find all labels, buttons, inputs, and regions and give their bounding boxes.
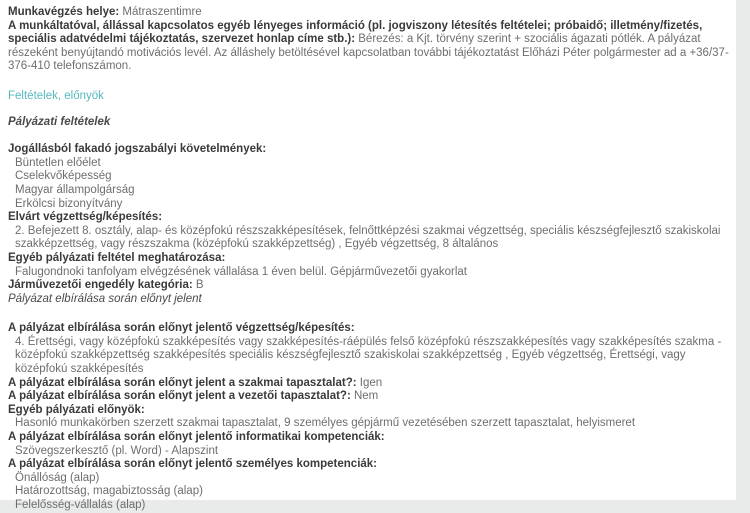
other-info-row (8, 20, 730, 74)
other-condition-value: Falugondnoki tanfolyam elvégzésének vállalása 1 éven belül. Gépjárművezetői gyakorlat (15, 265, 467, 278)
advantage-management-experience-value: Nem (353, 390, 379, 403)
other-info-label: A munkáltatóval, állással kapcsolatos egyéb lényeges információ (pl. jogviszony létesítés feltételei; próbaidő; illetmény/fizetés, speciális adatvédelmi tájékoztatás, szervezet honlap címe stb.): (8, 19, 703, 46)
advantage-education-value: 4. Érettségi, vagy középfokú szakképesítés vagy szakképesítés-ráépülés felső középfokú részszakképesítés vagy szakképesítés szakma - középfokú szakképzettség szakképesítés speciális készségfejlesztő szakiskolai szakképzettség , Egyéb végzettség, Érettségi, vagy középfokú szakképesítés (15, 335, 722, 376)
other-condition-label: Egyéb pályázati feltétel meghatározása: (8, 251, 226, 264)
advantage-heading: Pályázat elbírálása során előnyt jelent (8, 292, 202, 305)
legal-requirement-item: Cselekvőképesség (15, 170, 112, 183)
workplace-row (8, 6, 730, 20)
personal-competency-item: Határozottság, magabiztosság (alap) (15, 485, 203, 498)
advantage-professional-experience-label: A pályázat elbírálása során előnyt jelent a szakmai tapasztalat?: (8, 376, 357, 389)
advantage-professional-experience-value: Igen (359, 376, 383, 389)
legal-requirement-item: Erkölcsi bizonyítvány (15, 197, 123, 210)
other-advantages-label: Egyéb pályázati előnyök: (8, 403, 145, 416)
subsection-heading: Pályázati feltételek (8, 115, 111, 128)
it-competency-item: Szövegszerkesztő (pl. Word) - Alapszint (15, 444, 219, 457)
advantage-management-experience-row (8, 390, 730, 404)
driving-licence-value: B (195, 279, 204, 292)
advantage-professional-experience-row (8, 377, 730, 391)
driving-licence-row (8, 279, 730, 293)
right-gutter (736, 0, 750, 500)
personal-competency-item: Önállóság (alap) (15, 471, 100, 484)
workplace-label: Munkavégzés helye: (8, 6, 120, 18)
legal-requirements-label: Jogállásból fakadó jogszabályi követelmények: (8, 143, 267, 156)
other-info-value: Bérezés: a Kjt. törvény szerint + szociális ágazati pótlék. A pályázat részeként benyújtandó motivációs levél. Az álláshely betöltésével kapcsolatban további tájékoztatást Előházi Péter polgármester ad a +36/37-376-410 telefonszámon. (8, 33, 729, 73)
spacer (8, 104, 730, 116)
required-education-value: 2. Befejezett 8. osztály, alap- és középfokú részszakképesítések, felnőttképzési szakmai végzettség, speciális készségfejlesztő szakiskolai szakképzettség, vagy részszakma (középfokú szakképzettség) , Egyéb végzettség, 8 általános (15, 224, 721, 251)
driving-licence-label: Járművezetői engedély kategória: (8, 279, 193, 292)
personal-competencies-label: A pályázat elbírálása során előnyt jelentő személyes kompetenciák: (8, 458, 378, 471)
advantage-education-label: A pályázat elbírálása során előnyt jelentő végzettség/képesítés: (8, 322, 355, 335)
other-advantages-value: Hasonló munkakörben szerzett szakmai tapasztalat, 9 személyes gépjármű vezetésében szerzett tapasztalat, helyismeret (15, 417, 636, 430)
required-education-label: Elvárt végzettség/képesítés: (8, 211, 163, 224)
section-heading: Feltételek, előnyök (8, 89, 104, 102)
it-competencies-label: A pályázat elbírálása során előnyt jelentő informatikai kompetenciák: (8, 431, 385, 444)
spacer (8, 74, 730, 90)
advantage-management-experience-label: A pályázat elbírálása során előnyt jelent a vezetői tapasztalat?: (8, 390, 351, 403)
spacer (8, 129, 730, 143)
legal-requirement-item: Büntetlen előélet (15, 156, 101, 169)
workplace-value: Mátraszentimre (122, 6, 202, 18)
spacer (8, 306, 730, 322)
legal-requirement-item: Magyar állampolgárság (15, 183, 135, 196)
personal-competency-item: Felelősség-vállalás (alap) (15, 499, 146, 511)
